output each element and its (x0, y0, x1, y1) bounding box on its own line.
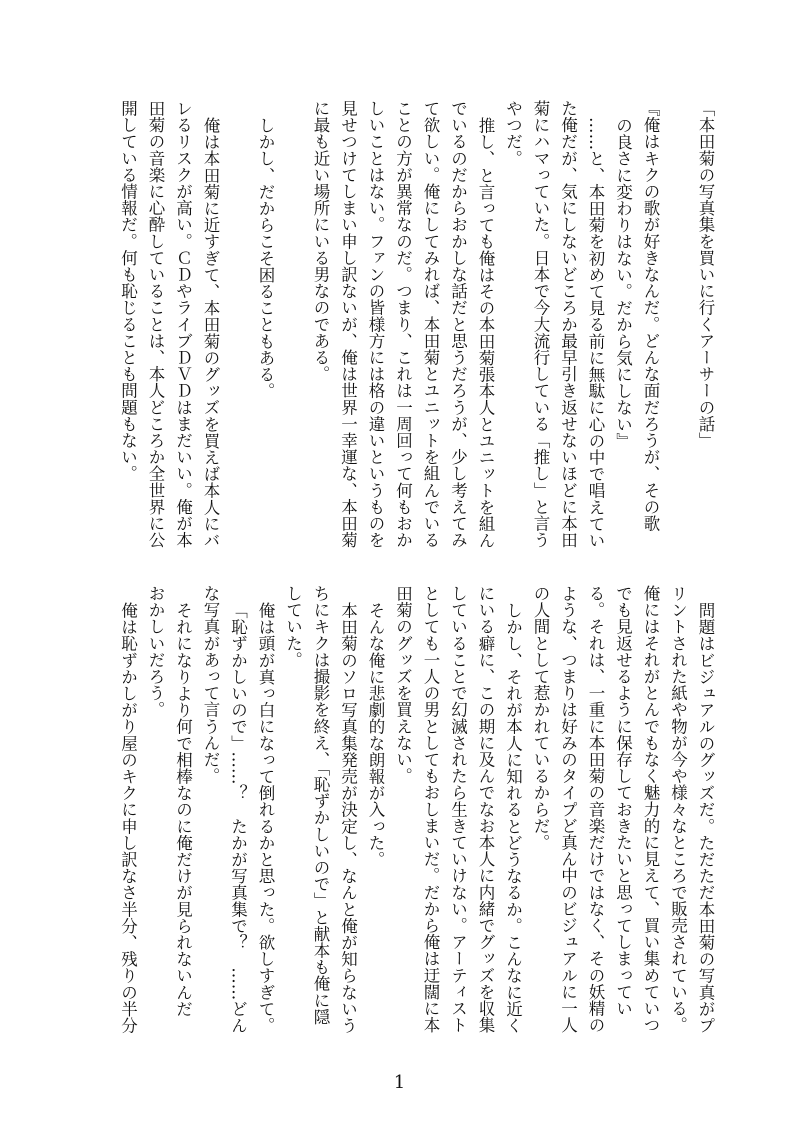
text-line: 「恥ずかしいので」……？ たかが写真集で？ ……どん (228, 601, 248, 1034)
text-line: にいる癖に、この期に及んでなお本人に内緒でグッズを収集 (476, 585, 495, 1034)
upper-text-block (89, 100, 719, 549)
text-line: て欲しい。俺にしてみれば、本田菊とユニットを組んでいる (421, 100, 440, 549)
text-line: やつだ。 (503, 100, 523, 167)
text-line: の良さに変わりはない。だから気にしない』 (613, 116, 633, 449)
text-line: そんな俺に悲劇的な朗報が入った。 (366, 601, 385, 868)
text-line: 本田菊のソロ写真集発売が決定し、なんと俺が知らないう (338, 601, 358, 1034)
text-line: 俺は頭が真っ白になって倒れるかと思った。欲しすぎて。 (256, 601, 275, 1034)
text-line: ことの方が異常なのだ。つまり、これは一周回って何もおか (393, 100, 413, 549)
text-line: レるリスクが高い。ＣＤやライブＤＶＤはまだいい。俺が本 (173, 100, 193, 549)
text-line: しかし、だからこそ困ることもある。 (256, 116, 275, 399)
text-line: リントされた紙や物が今や様々なところで販売されている。 (668, 585, 688, 1034)
text-line: 問題はビジュアルのグッズだ。ただただ本田菊の写真がプ (696, 601, 715, 1034)
blank-line (279, 100, 307, 540)
text-line: ……と、本田菊を初めて見る前に無駄に心の中で唱えてい (586, 116, 605, 549)
text-line: それになりより何で相棒なのに俺だけが見られないんだ (173, 601, 193, 1017)
text-line: 見せつけてしまい申し訳ないが、俺は世界一幸運な、本田菊 (338, 100, 358, 549)
text-line: していた。 (283, 585, 303, 668)
page-number: 1 (393, 1072, 406, 1093)
text-line: でも見返せるように保存しておきたいと思ってしまってい (613, 585, 633, 1017)
story-title: 「本田菊の写真集を買いに行くアーサーの話」 (696, 100, 715, 449)
text-line: ような、つまりは好みのタイプど真ん中のビジュアルに一人 (558, 585, 578, 1034)
text-line: 推し、と言っても俺はその本田菊張本人とユニットを組ん (476, 116, 495, 549)
text-line: しいことはない。ファンの皆様方には格の違いというものを (366, 100, 385, 549)
text-line: 俺にはそれがとんでもなく魅力的に見えて、買い集めていつ (641, 585, 660, 1034)
text-line: な写真があって言うんだ。 (201, 585, 220, 785)
text-line: 俺は本田菊に近すぎて、本田菊のグッズを買えば本人にバ (201, 116, 220, 549)
lower-text-block (89, 585, 719, 1035)
text-line: していることで幻滅されたら生きていけない。アーティスト (448, 585, 468, 1034)
text-line: でいるのだからおかしな話だと思うだろうが、少し考えてみ (448, 100, 468, 549)
text-line: に最も近い場所にいる男なのである。 (311, 100, 330, 383)
text-line: の人間として惹かれているからだ。 (531, 585, 550, 851)
blank-line (224, 100, 252, 540)
text-line: しかし、それが本人に知れるとどうなるか。こんなに近く (503, 601, 523, 1034)
text-line: おかしいだろう。 (146, 585, 165, 718)
text-line: 菊にハマっていた。日本で今大流行している「推し」と言う (531, 100, 550, 549)
text-line: 田菊の音楽に心酔していることは、本人どころか全世界に公 (146, 100, 165, 549)
text-line: 田菊のグッズを買えない。 (393, 585, 413, 785)
text-line: 開している情報だ。何も恥じることも問題もない。 (118, 100, 138, 482)
text-line: ちにキクは撮影を終え、「恥ずかしいので」と献本も俺に隠 (311, 585, 330, 1025)
text-line: る。それは、一重に本田菊の音楽だけではなく、その妖精の (586, 585, 605, 1034)
text-line: た俺だが、気にしないどころか最早引き返せないほどに本田 (558, 100, 578, 549)
text-line: としても一人の男としてもおしまいだ。だから俺は迂闊に本 (421, 585, 440, 1034)
text-line: 俺は恥ずかしがり屋のキクに申し訳なさ半分、残りの半分 (118, 601, 138, 1034)
blank-line (664, 100, 692, 540)
text-line: 『俺はキクの歌が好きなんだ。どんな面だろうが、その歌 (641, 100, 660, 532)
